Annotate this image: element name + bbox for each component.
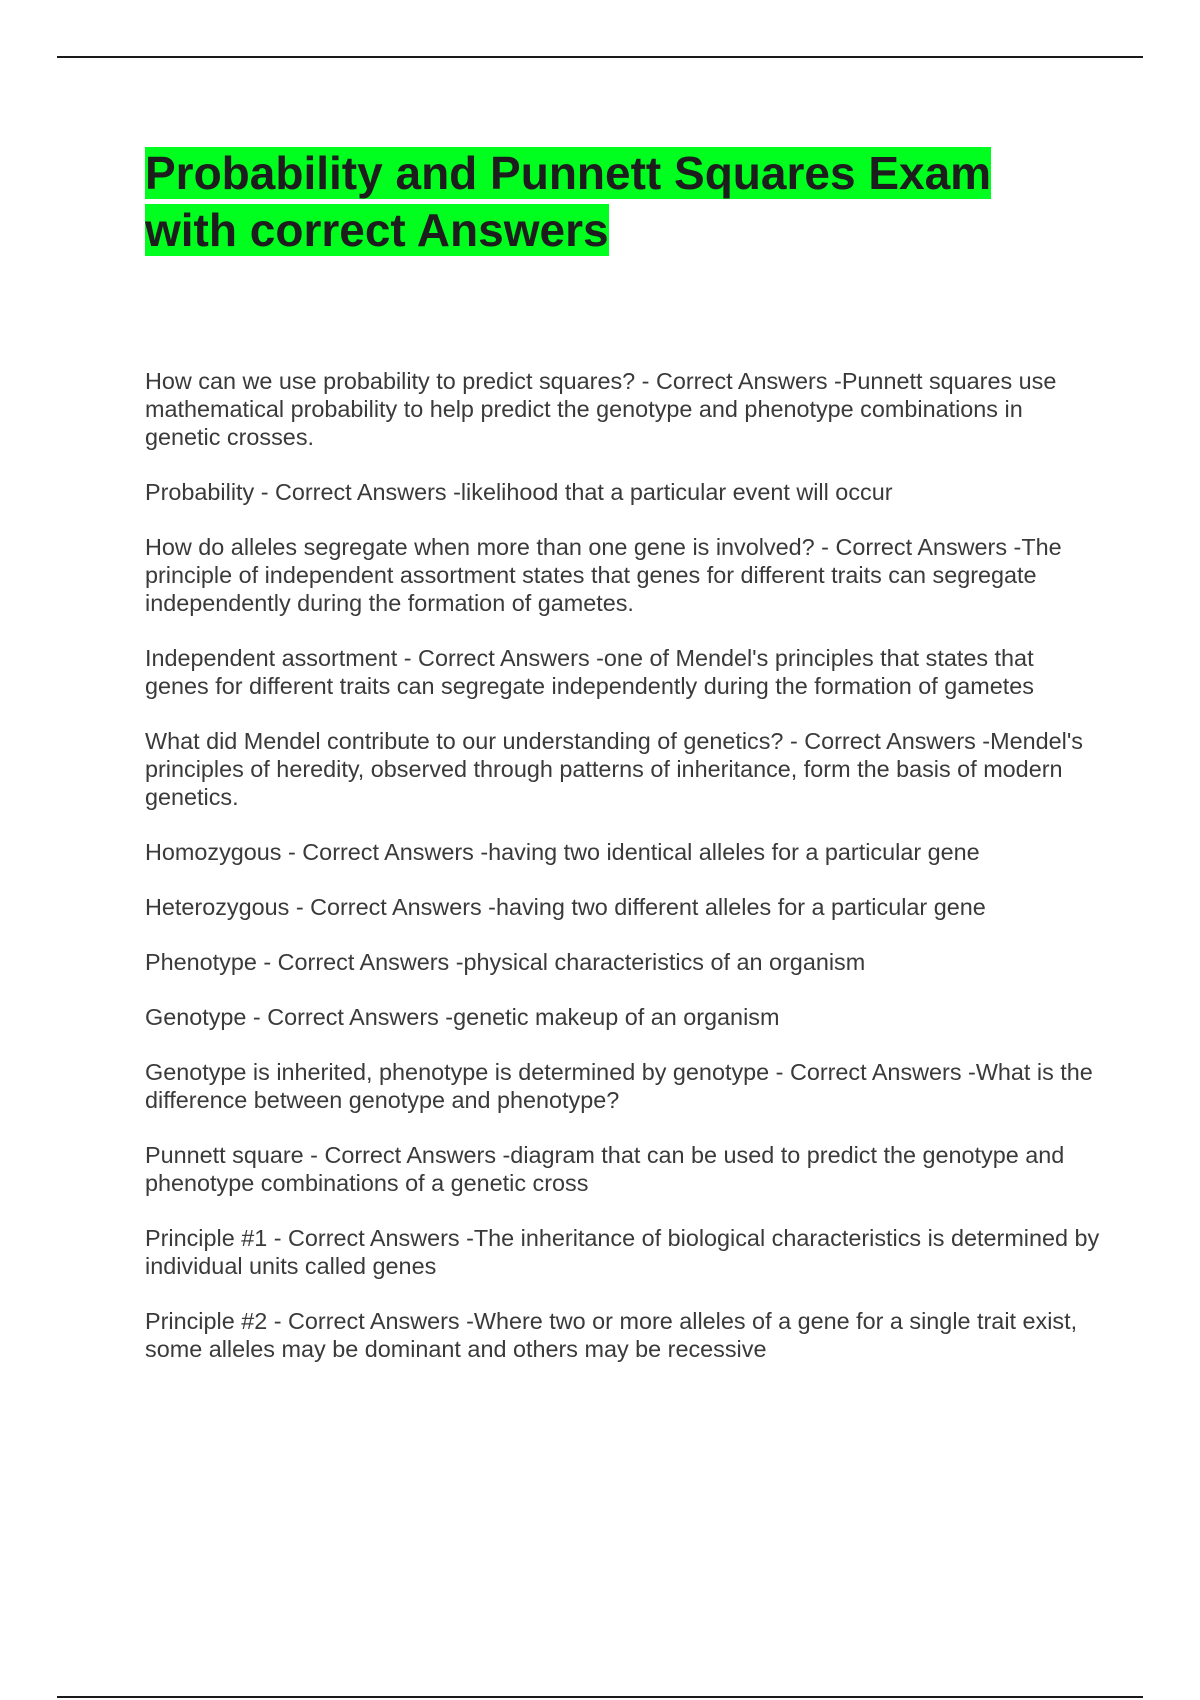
title-highlight: Probability and Punnett Squares Exam with correct Answers <box>145 147 992 256</box>
qa-item: Phenotype - Correct Answers -physical characteristics of an organism <box>145 949 866 975</box>
qa-item: Homozygous - Correct Answers -having two identical alleles for a particular gene <box>145 839 980 865</box>
page-title <box>145 145 1085 259</box>
qa-item: Heterozygous - Correct Answers -having two different alleles for a particular gene <box>145 894 986 920</box>
qa-item: How do alleles segregate when more than one gene is involved? - Correct Answers -The principle of independent assortment states that genes for different traits can segregate independently during the formation of gametes. <box>145 534 1062 616</box>
qa-item: Genotype - Correct Answers -genetic makeup of an organism <box>145 1004 780 1030</box>
qa-item: How can we use probability to predict squares? - Correct Answers -Punnett squares use mathematical probability to help predict the genotype and phenotype combinations in genetic crosses. <box>145 368 1057 450</box>
qa-item: Independent assortment - Correct Answers -one of Mendel's principles that states that genes for different traits can segregate independently during the formation of gametes <box>145 645 1034 699</box>
top-divider <box>57 56 1143 58</box>
qa-item: What did Mendel contribute to our understanding of genetics? - Correct Answers -Mendel's principles of heredity, observed through patterns of inheritance, form the basis of modern genetics. <box>145 728 1083 810</box>
qa-item: Principle #2 - Correct Answers -Where two or more alleles of a gene for a single trait exist, some alleles may be dominant and others may be recessive <box>145 1308 1078 1362</box>
qa-list <box>145 367 1100 1390</box>
qa-item: Genotype is inherited, phenotype is determined by genotype - Correct Answers -What is the difference between genotype and phenotype? <box>145 1059 1093 1113</box>
bottom-divider <box>57 1696 1143 1698</box>
qa-item: Principle #1 - Correct Answers -The inheritance of biological characteristics is determined by individual units called genes <box>145 1225 1100 1279</box>
title-block <box>145 145 1085 259</box>
qa-item: Punnett square - Correct Answers -diagram that can be used to predict the genotype and phenotype combinations of a genetic cross <box>145 1142 1065 1196</box>
qa-item: Probability - Correct Answers -likelihood that a particular event will occur <box>145 479 893 505</box>
